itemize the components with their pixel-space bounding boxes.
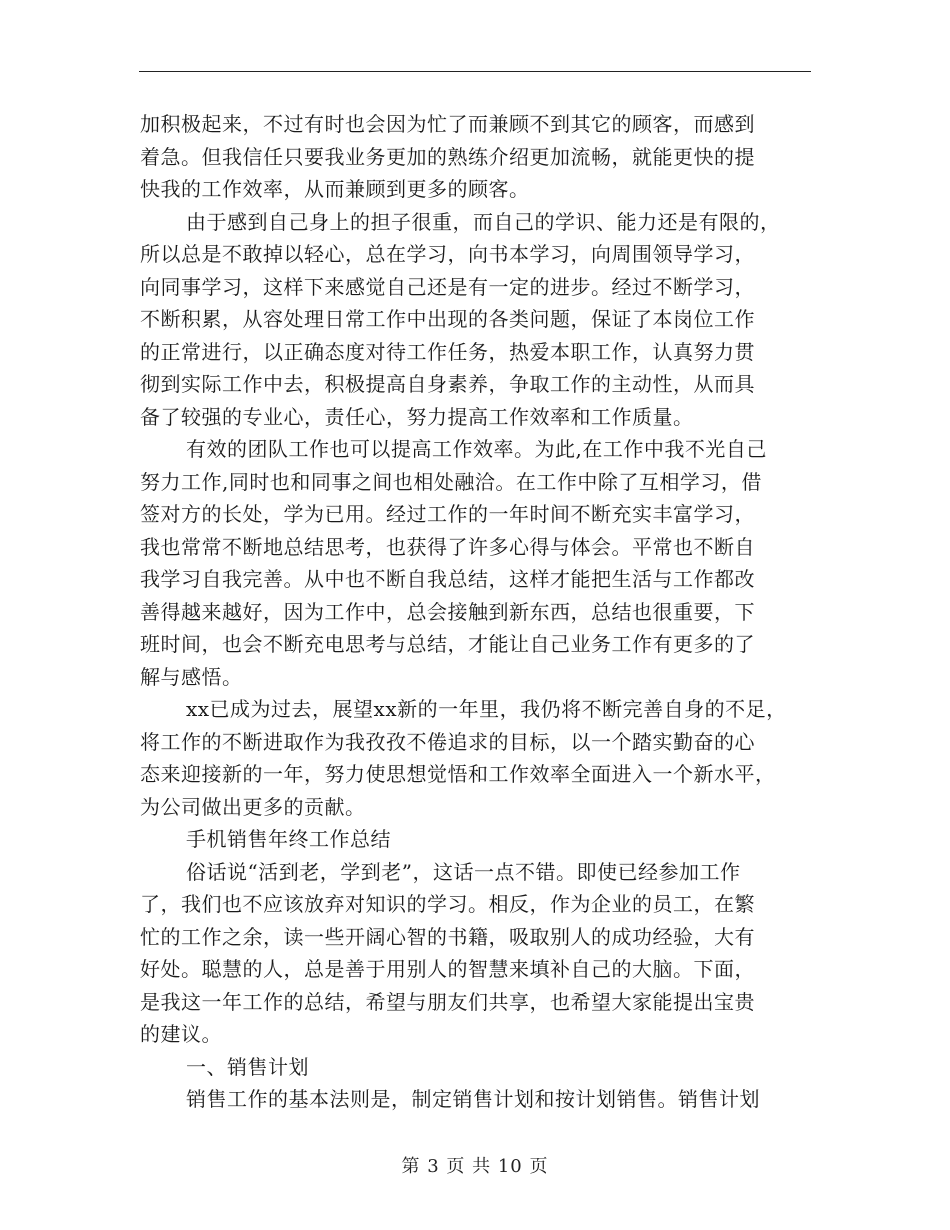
text-line: 快我的工作效率，从而兼顾到更多的顾客。 bbox=[140, 177, 530, 201]
text-line: 解与感悟。 bbox=[140, 664, 243, 689]
document-body bbox=[140, 108, 820, 1116]
text-line: 彻到实际工作中去，积极提高自身素养，争取工作的主动性，从而具 bbox=[140, 372, 755, 396]
text-line: 为公司做出更多的贡献。 bbox=[140, 794, 366, 819]
text-line: 将工作的不断进取作为我孜孜不倦追求的目标，以一个踏实勤奋的心 bbox=[140, 729, 755, 754]
text-line: 备了较强的专业心，责任心，努力提高工作效率和工作质量。 bbox=[140, 404, 694, 429]
text-line: 好处。聪慧的人，总是善于用别人的智慧来填补自己的大脑。下面， bbox=[140, 957, 755, 981]
text-line: 俗话说“活到老，学到老”，这话一点不错。即使已经参加工作 bbox=[186, 859, 741, 884]
page-number-label: 第 3 页 共 10 页 bbox=[401, 1156, 549, 1177]
text-line: 忙的工作之余，读一些开阔心智的书籍，吸取别人的成功经验，大有 bbox=[140, 924, 755, 949]
text-line: 一、销售计划 bbox=[186, 1054, 309, 1079]
text-line: 善得越来越好，因为工作中，总会接触到新东西，总结也很重要，下 bbox=[140, 599, 755, 624]
text-line: 加积极起来，不过有时也会因为忙了而兼顾不到其它的顾客，而感到 bbox=[140, 112, 755, 136]
header-rule bbox=[139, 71, 811, 72]
text-line: 销售工作的基本法则是，制定销售计划和按计划销售。销售计划 bbox=[186, 1087, 760, 1111]
text-line: 着急。但我信任只要我业务更加的熟练介绍更加流畅，就能更快的提 bbox=[140, 144, 755, 169]
text-line: 的正常进行，以正确态度对待工作任务，热爱本职工作，认真努力贯 bbox=[140, 339, 755, 364]
text-line: 有效的团队工作也可以提高工作效率。为此,在工作中我不光自己 bbox=[186, 437, 767, 461]
text-line: 我也常常不断地总结思考，也获得了许多心得与体会。平常也不断自 bbox=[140, 534, 755, 559]
page-footer bbox=[0, 1152, 950, 1178]
text-line: 所以总是不敢掉以轻心，总在学习，向书本学习，向周围领导学习， bbox=[140, 242, 755, 266]
text-line: 班时间，也会不断充电思考与总结，才能让自己业务工作有更多的了 bbox=[140, 632, 755, 656]
text-line: 不断积累，从容处理日常工作中出现的各类问题，保证了本岗位工作 bbox=[140, 307, 755, 331]
text-line: 签对方的长处，学为已用。经过工作的一年时间不断充实丰富学习， bbox=[140, 502, 755, 526]
text-line: 由于感到自己身上的担子很重，而自己的学识、能力还是有限的， bbox=[186, 209, 781, 234]
text-line: 手机销售年终工作总结 bbox=[186, 827, 391, 851]
text-line: 向同事学习，这样下来感觉自己还是有一定的进步。经过不断学习， bbox=[140, 274, 755, 299]
text-line: 我学习自我完善。从中也不断自我总结，这样才能把生活与工作都改 bbox=[140, 567, 755, 591]
text-line: 是我这一年工作的总结，希望与朋友们共享，也希望大家能提出宝贵 bbox=[140, 989, 755, 1014]
text-line: xx已成为过去，展望xx新的一年里，我仍将不断完善自身的不足， bbox=[186, 697, 787, 721]
text-line: 了，我们也不应该放弃对知识的学习。相反，作为企业的员工，在繁 bbox=[140, 892, 755, 916]
text-line: 态来迎接新的一年，努力使思想觉悟和工作效率全面进入一个新水平， bbox=[140, 762, 776, 786]
text-line: 的建议。 bbox=[140, 1022, 222, 1046]
text-line: 努力工作,同时也和同事之间也相处融洽。在工作中除了互相学习，借 bbox=[140, 469, 762, 494]
